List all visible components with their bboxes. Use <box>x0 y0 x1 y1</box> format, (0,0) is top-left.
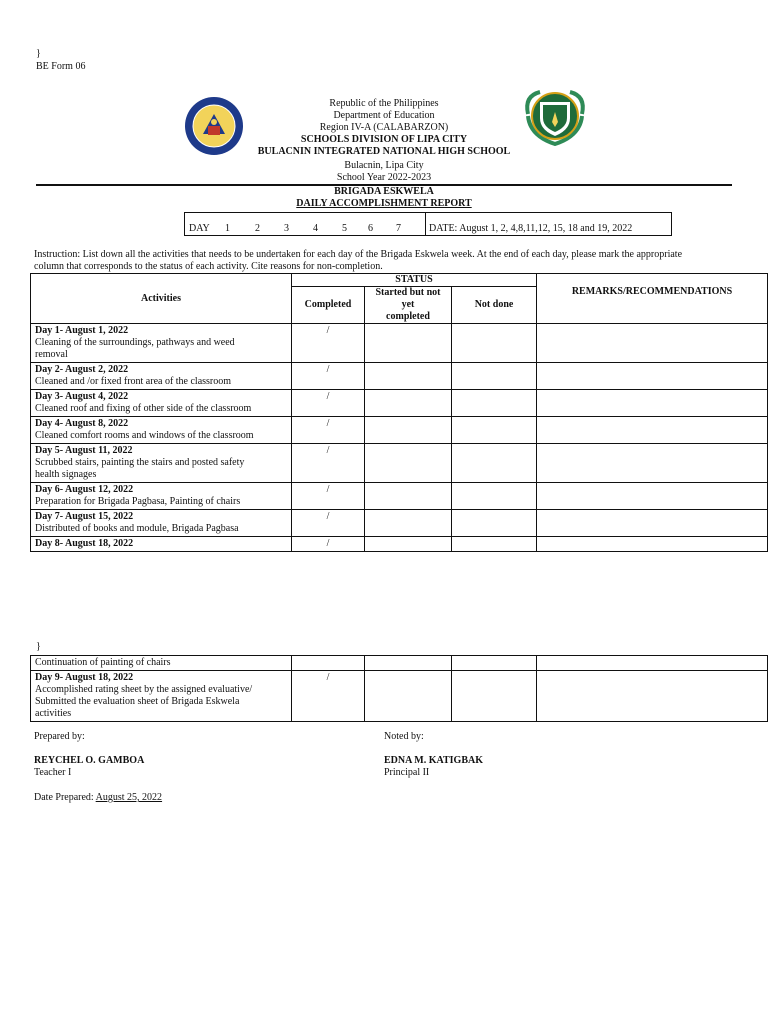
remarks-cell <box>537 483 768 510</box>
table-row <box>31 671 768 722</box>
not-done-cell <box>452 324 537 363</box>
completed-mark: / <box>292 390 365 417</box>
day-number: 1 <box>225 223 230 234</box>
completed-mark: / <box>292 537 365 552</box>
form-code: BE Form 06 <box>36 61 86 72</box>
header-address: Bulacnin, Lipa City <box>344 160 424 171</box>
not-done-cell <box>452 363 537 390</box>
accomplishment-table <box>30 273 768 552</box>
activity-day: Day 5- August 11, 2022 <box>35 445 133 456</box>
header-started-line: yet <box>401 299 415 310</box>
table-row <box>31 656 768 671</box>
page-marker: } <box>36 641 41 652</box>
day-number: 4 <box>313 223 318 234</box>
activity-cell <box>31 537 292 552</box>
activity-text: Cleaning of the surroundings, pathways and weed <box>35 337 235 348</box>
activity-text: Accomplished rating sheet by the assigned evaluative/ <box>35 684 253 695</box>
header-started-not-completed <box>365 287 452 324</box>
activity-day: Day 8- August 18, 2022 <box>35 538 134 549</box>
activity-day: Day 9- August 18, 2022 <box>35 672 134 683</box>
activity-text: removal <box>35 349 68 360</box>
header-republic: Republic of the Philippines <box>329 98 439 109</box>
activity-text: Cleaned comfort rooms and windows of the classroom <box>35 430 254 441</box>
activity-cell <box>31 324 292 363</box>
started-cell <box>365 537 452 552</box>
header-not-done: Not done <box>452 287 537 324</box>
instruction-line-1: Instruction: List down all the activities that needs to be undertaken for each day of the Brigada Eskwela week. At the end of each day, please mark the appropriate <box>34 249 683 260</box>
continuation-table <box>30 655 768 722</box>
remarks-cell <box>537 363 768 390</box>
completed-mark: / <box>292 510 365 537</box>
started-cell <box>365 510 452 537</box>
header-department: Department of Education <box>333 110 435 121</box>
header-activities: Activities <box>31 274 292 324</box>
activity-text: Cleaned roof and fixing of other side of the classroom <box>35 403 252 414</box>
started-cell <box>365 483 452 510</box>
activity-text: Continuation of painting of chairs <box>31 656 292 671</box>
activity-cell <box>31 390 292 417</box>
activity-text: Cleaned and /or fixed front area of the classroom <box>35 376 232 387</box>
activity-cell <box>31 417 292 444</box>
day-number: 5 <box>342 223 347 234</box>
not-done-cell <box>452 483 537 510</box>
table-row <box>31 417 768 444</box>
activity-day: Day 1- August 1, 2022 <box>35 325 129 336</box>
remarks-cell <box>537 656 768 671</box>
prepared-by-label: Prepared by: <box>34 731 85 742</box>
table-row <box>31 390 768 417</box>
page-marker: } <box>36 48 41 59</box>
remarks-cell <box>537 324 768 363</box>
day-number: 3 <box>284 223 289 234</box>
report-title: BRIGADA ESKWELA <box>334 186 434 197</box>
completed-mark: / <box>292 671 365 722</box>
day-number: 2 <box>255 223 260 234</box>
date-prepared-value: August 25, 2022 <box>95 792 163 803</box>
date-prepared-label: Date Prepared: <box>34 792 94 803</box>
completed-mark: / <box>292 483 365 510</box>
not-done-cell <box>452 444 537 483</box>
completed-mark: / <box>292 324 365 363</box>
started-cell <box>365 417 452 444</box>
header-region: Region IV-A (CALABARZON) <box>319 122 449 133</box>
header-status: STATUS <box>292 274 537 287</box>
table-row <box>31 483 768 510</box>
started-cell <box>365 324 452 363</box>
activity-text: activities <box>35 708 72 719</box>
header-started-line: completed <box>386 311 430 322</box>
table-row <box>31 444 768 483</box>
activity-cell <box>31 671 292 722</box>
header-division: SCHOOLS DIVISION OF LIPA CITY <box>300 134 468 145</box>
completed-mark: / <box>292 444 365 483</box>
not-done-cell <box>452 390 537 417</box>
remarks-cell <box>537 417 768 444</box>
not-done-cell <box>452 656 537 671</box>
activity-day: Day 7- August 15, 2022 <box>35 511 134 522</box>
started-cell <box>365 363 452 390</box>
activity-text: Distributed of books and module, Brigada Pagbasa <box>35 523 239 534</box>
table-row <box>31 537 768 552</box>
activity-text: health signages <box>35 469 97 480</box>
table-row <box>31 363 768 390</box>
day-number: 7 <box>396 223 401 234</box>
activity-day: Day 4- August 8, 2022 <box>35 418 129 429</box>
completed-mark: / <box>292 363 365 390</box>
activity-cell <box>31 444 292 483</box>
table-row <box>31 510 768 537</box>
header-remarks: REMARKS/RECOMMENDATIONS <box>537 274 768 324</box>
instruction-line-2: column that corresponds to the status of each activity. Cite reasons for non-completion. <box>34 261 383 272</box>
activity-text: Scrubbed stairs, painting the stairs and posted safety <box>35 457 245 468</box>
header-school-year: School Year 2022-2023 <box>336 172 432 183</box>
not-done-cell <box>452 510 537 537</box>
day-number: 6 <box>368 223 373 234</box>
started-cell <box>365 390 452 417</box>
remarks-cell <box>537 510 768 537</box>
remarks-cell <box>537 671 768 722</box>
noted-by-name: EDNA M. KATIGBAK <box>384 755 483 766</box>
day-date-box <box>184 212 672 236</box>
noted-by-label: Noted by: <box>384 731 424 742</box>
not-done-cell <box>452 537 537 552</box>
prepared-by-name: REYCHEL O. GAMBOA <box>34 755 145 766</box>
table-row <box>31 324 768 363</box>
header-completed: Completed <box>292 287 365 324</box>
remarks-cell <box>537 444 768 483</box>
not-done-cell <box>452 671 537 722</box>
header-school-name: BULACNIN INTEGRATED NATIONAL HIGH SCHOOL <box>257 146 511 157</box>
activity-day: Day 2- August 2, 2022 <box>35 364 129 375</box>
activity-cell <box>31 363 292 390</box>
header-started-line: Started but not <box>375 287 441 298</box>
completed-mark <box>292 656 365 671</box>
activity-day: Day 6- August 12, 2022 <box>35 484 134 495</box>
activity-text: Preparation for Brigada Pagbasa, Painting of chairs <box>35 496 241 507</box>
day-label: DAY <box>189 223 210 234</box>
not-done-cell <box>452 417 537 444</box>
started-cell <box>365 671 452 722</box>
completed-mark: / <box>292 417 365 444</box>
prepared-by-title: Teacher I <box>34 767 72 778</box>
day-date-separator <box>425 213 426 235</box>
date-prepared <box>34 792 162 803</box>
remarks-cell <box>537 537 768 552</box>
started-cell <box>365 656 452 671</box>
activity-text: Submitted the evaluation sheet of Brigada Eskwela <box>35 696 240 707</box>
noted-by-title: Principal II <box>384 767 430 778</box>
remarks-cell <box>537 390 768 417</box>
activity-cell <box>31 483 292 510</box>
report-subtitle: DAILY ACCOMPLISHMENT REPORT <box>296 198 472 209</box>
date-text: DATE: August 1, 2, 4,8,11,12, 15, 18 and 19, 2022 <box>429 223 633 234</box>
activity-cell <box>31 510 292 537</box>
started-cell <box>365 444 452 483</box>
activity-day: Day 3- August 4, 2022 <box>35 391 129 402</box>
